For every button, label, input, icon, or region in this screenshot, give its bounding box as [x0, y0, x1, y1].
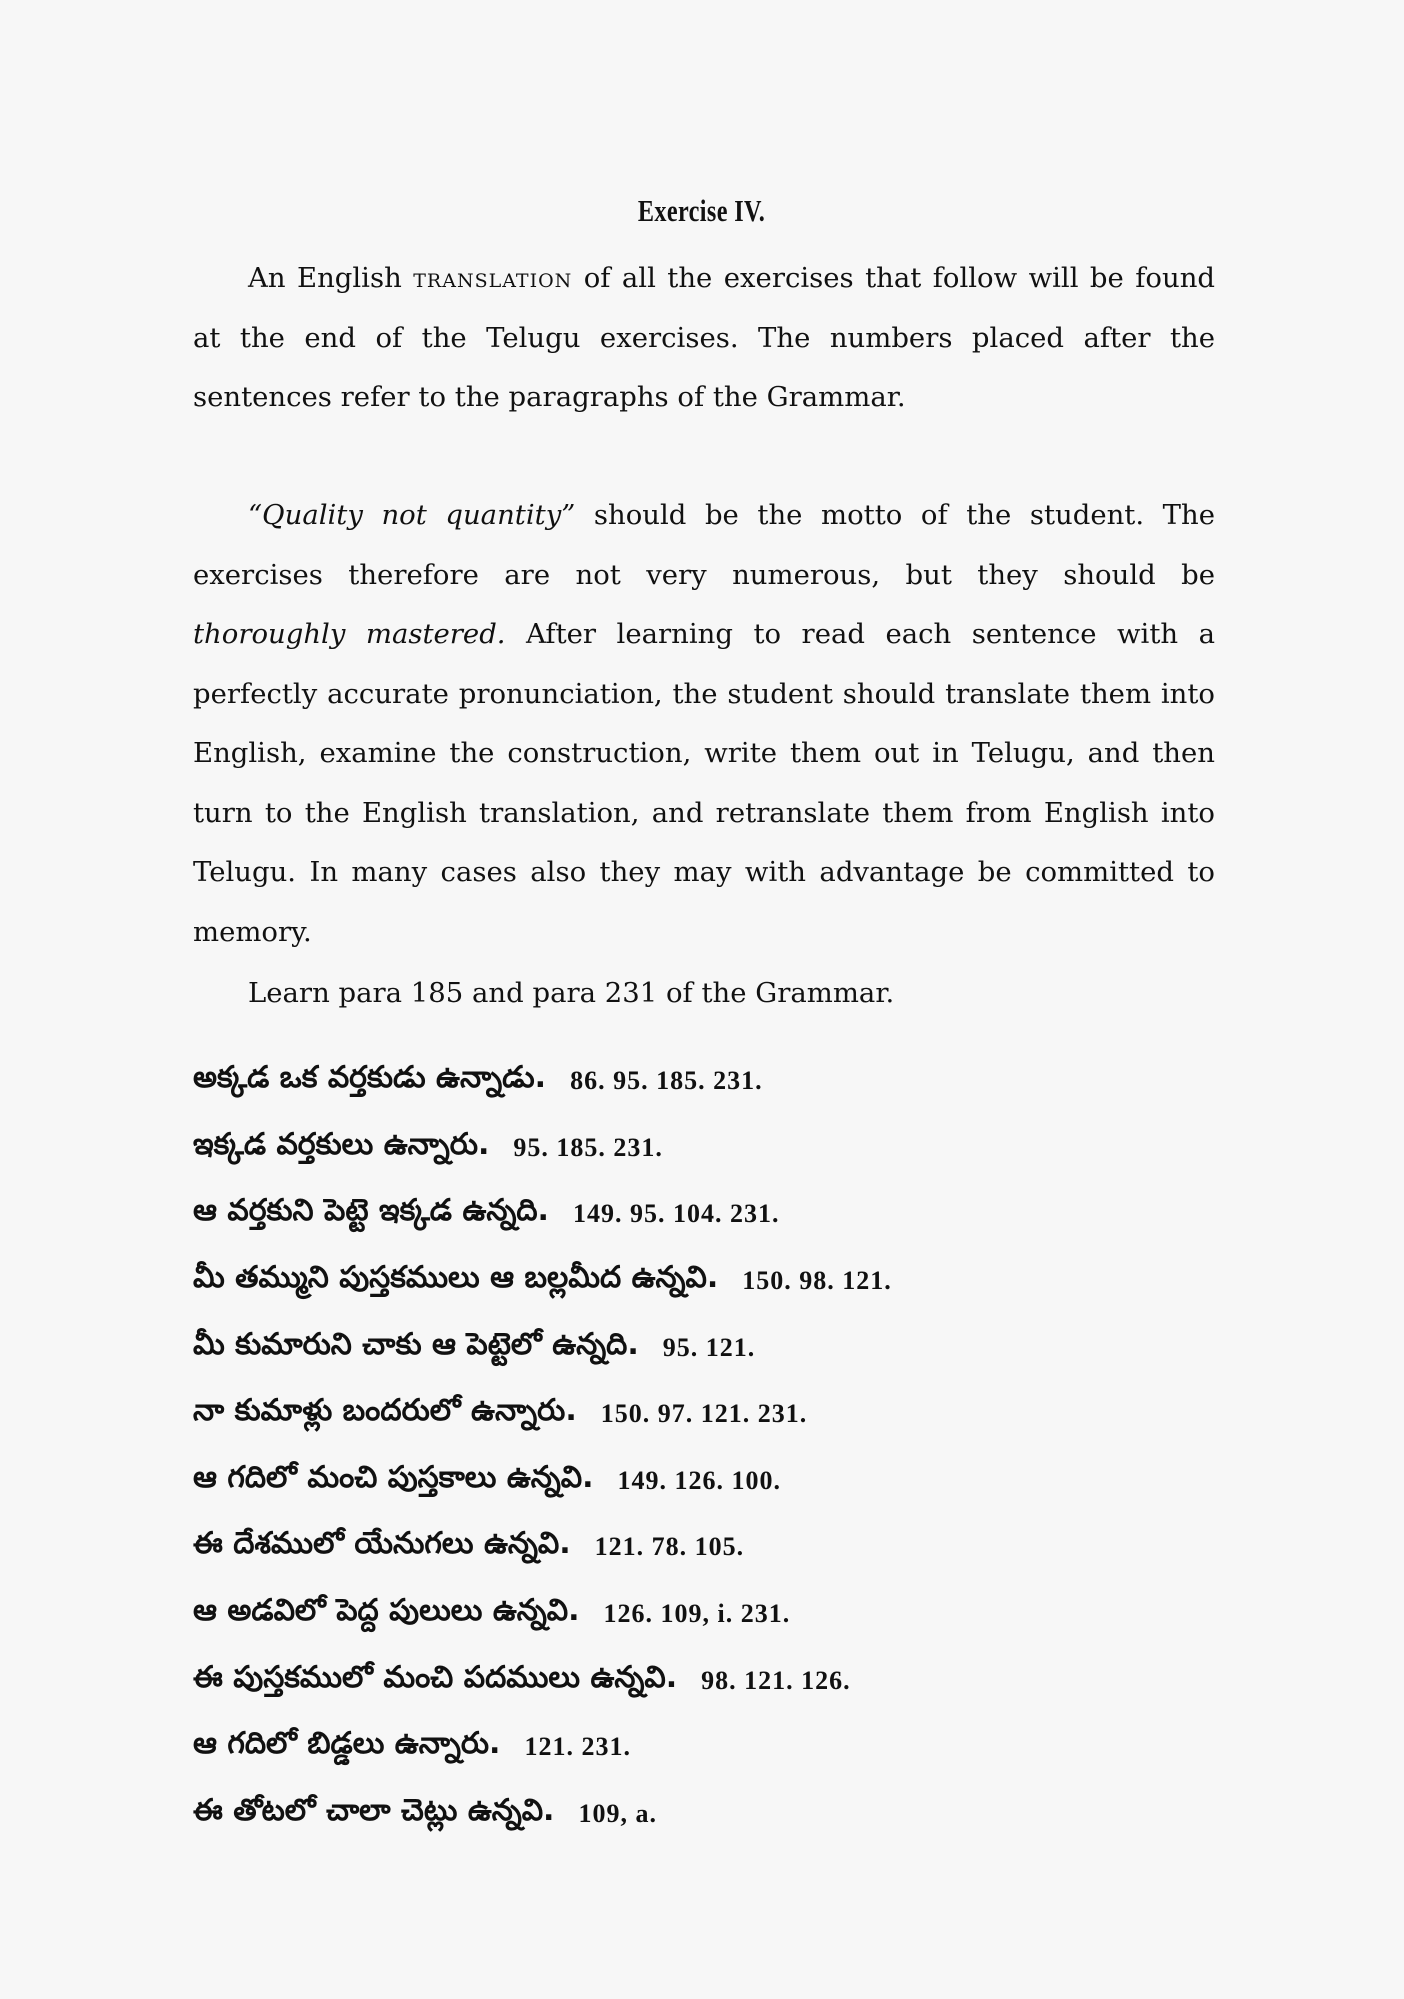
paragraph-refs: 95. 185. 231.	[513, 1132, 663, 1162]
paragraph-refs: 109, a.	[578, 1798, 657, 1828]
paragraph-refs: 95. 121.	[662, 1332, 756, 1362]
intro-text-part2: of all the exercises that follow will be found at the end of the Telugu exercises. The numbers placed after the sentences refer to the paragraphs of the Grammar.	[193, 262, 1216, 413]
paragraph-refs: 150. 97. 121. 231.	[600, 1399, 808, 1429]
telugu-sentence: ఆ గదిలో మంచి పుస్తకాలు ఉన్నవి.	[193, 1459, 594, 1495]
telugu-sentence: ఆ అడవిలో పెద్ద పులులు ఉన్నవి.	[193, 1593, 580, 1629]
motto-text-part1: should be the motto of the student. The exercises therefore are not very numerous, but they should be	[193, 499, 1216, 591]
motto-paragraph	[193, 486, 1215, 962]
exercise-sentence	[193, 1048, 1293, 1115]
paragraph-refs: 86. 95. 185. 231.	[570, 1066, 763, 1096]
telugu-sentence: ఈ పుస్తకములో మంచి పదములు ఉన్నవి.	[193, 1659, 678, 1695]
intro-text-part1: An English	[248, 262, 414, 294]
telugu-sentence: ఈ దేశములో యేనుగలు ఉన్నవి.	[193, 1526, 571, 1562]
paragraph-refs: 126. 109, i. 231.	[603, 1599, 791, 1629]
telugu-sentence: నా కుమాళ్లు బందరులో ఉన్నారు.	[193, 1393, 577, 1429]
telugu-sentence: మీ కుమారుని చాకు ఆ పెట్టెలో ఉన్నది.	[193, 1326, 639, 1362]
learn-instruction-text: Learn para 185 and para 231 of the Grammar.	[248, 977, 895, 1009]
paragraph-refs: 121. 78. 105.	[594, 1532, 745, 1562]
exercise-sentence	[193, 1248, 1293, 1315]
exercise-sentence	[193, 1581, 1293, 1648]
paragraph-refs: 98. 121. 126.	[701, 1665, 851, 1695]
exercise-sentence	[193, 1381, 1293, 1448]
exercise-sentence	[193, 1115, 1293, 1182]
telugu-sentence: ఇక్కడ వర్తకులు ఉన్నారు.	[193, 1126, 490, 1162]
exercise-sentence	[193, 1448, 1293, 1515]
exercise-sentence	[193, 1781, 1293, 1848]
exercise-sentence	[193, 1314, 1293, 1381]
intro-paragraph	[193, 249, 1215, 428]
telugu-sentence: మీ తమ్ముని పుస్తకములు ఆ బల్లమీద ఉన్నవి.	[193, 1260, 719, 1296]
paragraph-refs: 149. 95. 104. 231.	[572, 1199, 780, 1229]
motto-text-part2: After learning to read each sentence with a perfectly accurate pronunciation, the student should translate them into English, examine the construction, write them out in Telugu, and then turn to the English translation, and retranslate them from English into Telugu. In many cases also they may with advantage be committed to memory.	[193, 618, 1215, 948]
telugu-sentence: అక్కడ ఒక వర్తకుడు ఉన్నాడు.	[193, 1060, 547, 1096]
intro-small-caps: translation	[413, 262, 573, 294]
paragraph-refs: 121. 231.	[524, 1732, 631, 1762]
exercise-sentence	[193, 1647, 1293, 1714]
telugu-sentence: ఈ తోటలో చాలా చెట్లు ఉన్నవి.	[193, 1792, 555, 1828]
telugu-sentence: ఆ వర్తకుని పెట్టె ఇక్కడ ఉన్నది.	[193, 1193, 549, 1229]
motto-emphasis: thoroughly mastered.	[193, 618, 506, 650]
paragraph-refs: 149. 126. 100.	[617, 1465, 781, 1495]
telugu-sentence: ఆ గదిలో బిడ్డలు ఉన్నారు.	[193, 1726, 501, 1762]
paragraph-refs: 150. 98. 121.	[742, 1266, 892, 1296]
exercise-sentence-list	[193, 1048, 1293, 1847]
motto-quote: “Quality not quantity”	[248, 499, 576, 531]
exercise-sentence	[193, 1514, 1293, 1581]
learn-instruction	[193, 964, 1215, 1024]
exercise-title: Exercise IV.	[637, 193, 766, 228]
exercise-sentence	[193, 1714, 1293, 1781]
exercise-sentence	[193, 1181, 1293, 1248]
